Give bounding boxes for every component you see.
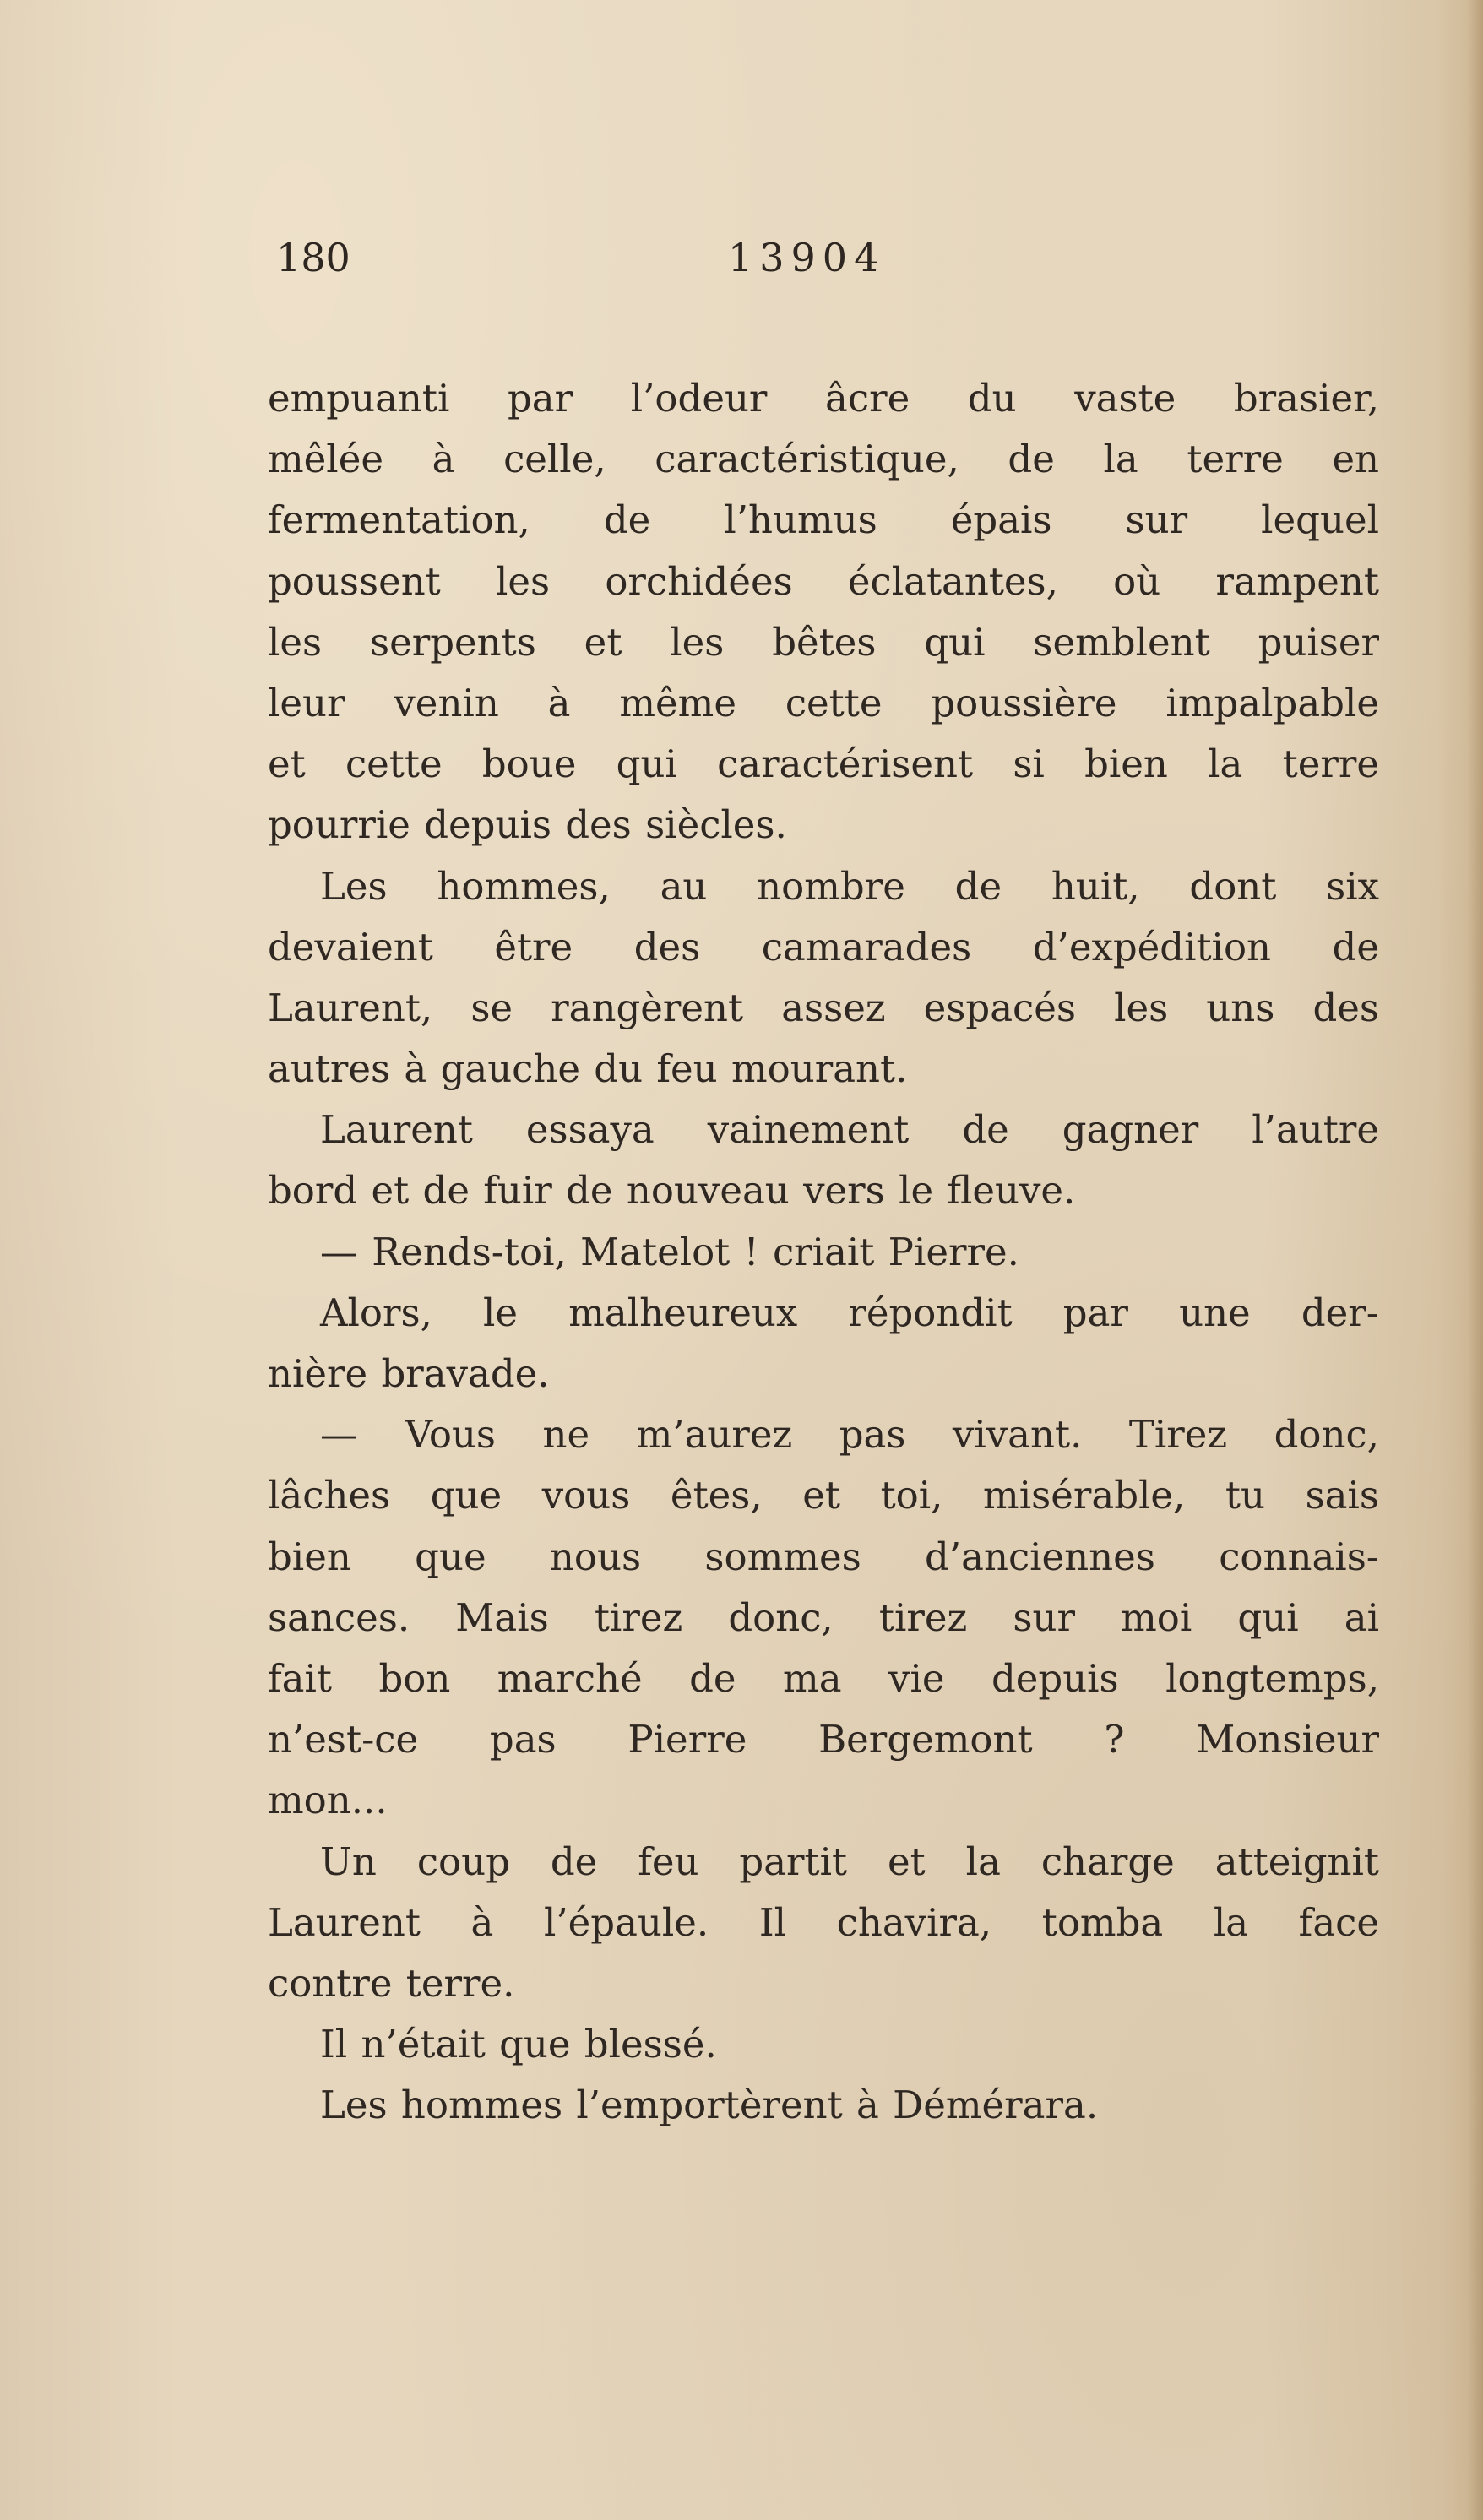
text-line: fermentation, de l’humus épais sur lequel — [268, 497, 1379, 543]
text-line: Laurent, se rangèrent assez espacés les uns des — [268, 985, 1379, 1030]
text-line: poussent les orchidées éclatantes, où rampent — [268, 558, 1379, 604]
page-edge-shadow — [1468, 0, 1483, 2520]
text-line: sances. Mais tirez donc, tirez sur moi qui ai — [268, 1594, 1379, 1640]
text-line: Il n’était que blessé. — [320, 2022, 717, 2067]
body-text — [268, 368, 1379, 2136]
text-line: bien que nous sommes d’anciennes connais- — [268, 1534, 1379, 1579]
page-header — [0, 235, 1483, 285]
text-line: — Rends-toi, Matelot ! criait Pierre. — [320, 1229, 1019, 1274]
text-line: leur venin à même cette poussière impalpable — [268, 680, 1379, 725]
text-line: — Vous ne m’aurez pas vivant. Tirez donc, — [320, 1412, 1379, 1458]
page-number: 180 — [276, 235, 350, 280]
text-line: nière bravade. — [268, 1351, 550, 1396]
text-line: lâches que vous êtes, et toi, misérable, tu sais — [268, 1473, 1379, 1518]
text-line: contre terre. — [268, 1960, 515, 2006]
text-line: bord et de fuir de nouveau vers le fleuve. — [268, 1168, 1076, 1214]
text-line: devaient être des camarades d’expédition de — [268, 924, 1379, 969]
text-line: Les hommes l’emportèrent à Déméra​ra. — [320, 2083, 1099, 2128]
text-line: Alors, le malheureux répondit par une der- — [320, 1290, 1379, 1335]
text-line: empuanti par l’odeur âcre du vaste brasier, — [268, 376, 1379, 421]
text-line: fait bon marché de ma vie depuis longtemps, — [268, 1655, 1379, 1701]
running-title: 13904 — [728, 235, 886, 280]
text-line: autres à gauche du feu mourant. — [268, 1046, 908, 1092]
text-line: Les hommes, au nombre de huit, dont six — [320, 863, 1379, 909]
text-line: mon... — [268, 1778, 388, 1823]
text-line: n’est-ce pas Pierre Bergemont ? Monsieur — [268, 1717, 1379, 1762]
text-line: Un coup de feu partit et la charge atteignit — [320, 1838, 1379, 1884]
text-line: Laurent à l’épaule. Il chavira, tomba la face — [268, 1899, 1379, 1945]
text-line: les serpents et les bêtes qui semblent puiser — [268, 619, 1379, 665]
text-line: mêlée à celle, caractéristique, de la terre en — [268, 437, 1379, 482]
text-line: Laurent essaya vainement de gagner l’autre — [320, 1107, 1379, 1153]
text-line: pourrie depuis des siècles. — [268, 802, 787, 848]
text-line: et cette boue qui caractérisent si bien la terre — [268, 741, 1379, 787]
